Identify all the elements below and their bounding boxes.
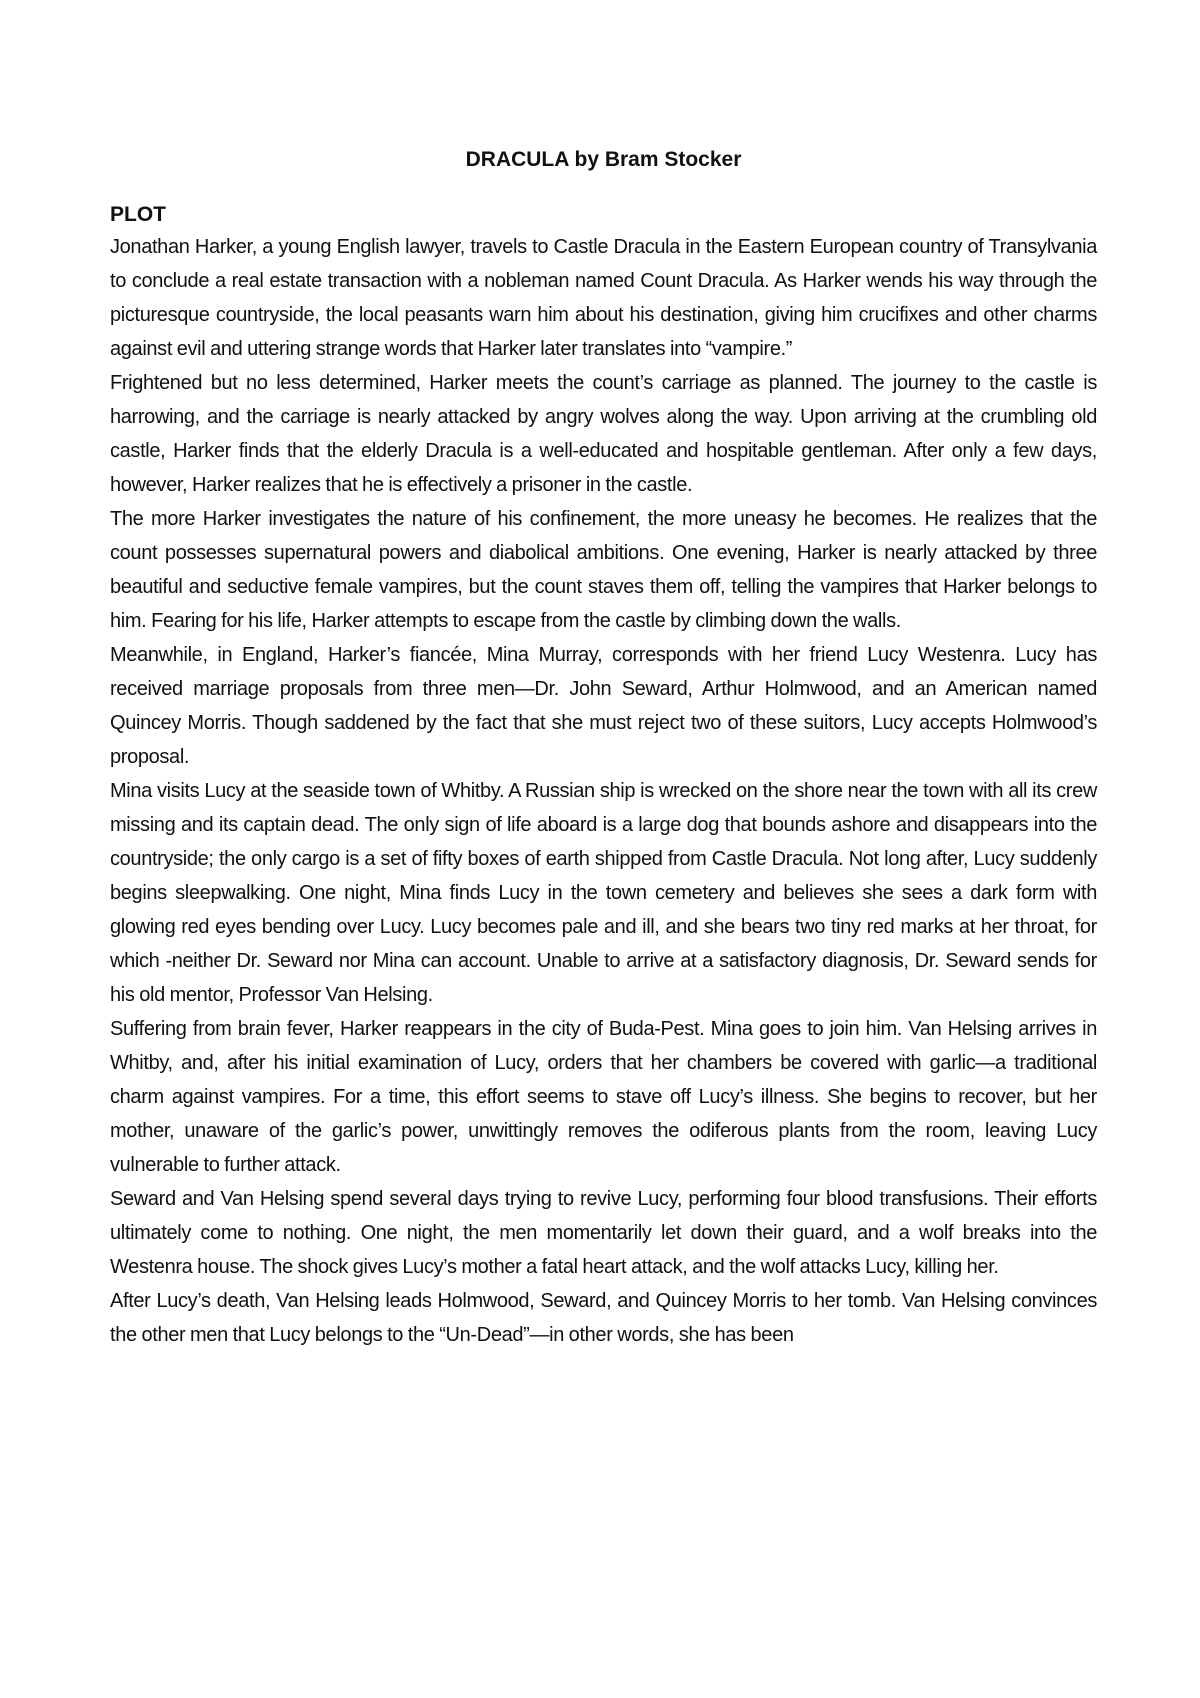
document-title: DRACULA by Bram Stocker	[465, 148, 742, 171]
section-heading-plot: PLOT	[110, 203, 166, 226]
plot-paragraph-1: Jonathan Harker, a young English lawyer, travels to Castle Dracula in the Eastern European country of Transylvania to conclude a real estate transaction with a nobleman named Count Dracula. As Harker wends his way through the picturesque countryside, the local peasants warn him about his destination, giving him crucifixes and other charms against evil and uttering strange words that Harker later translates into “vampire.”	[110, 236, 1097, 360]
plot-paragraph-7: Seward and Van Helsing spend several days trying to revive Lucy, performing four blood transfusions. Their efforts ultimately come to nothing. One night, the men momentarily let down their guard, and a wolf breaks into the Westenra house. The shock gives Lucy’s mother a fatal heart attack, and the wolf attacks Lucy, killing her.	[110, 1188, 1097, 1278]
plot-paragraph-4: Meanwhile, in England, Harker’s fiancée, Mina Murray, corresponds with her friend Lucy Westenra. Lucy has received marriage proposals from three men—Dr. John Seward, Arthur Holmwood, and an American named Quincey Morris. Though saddened by the fact that she must reject two of these suitors, Lucy accepts Holmwood’s proposal.	[110, 644, 1097, 768]
plot-paragraph-3: The more Harker investigates the nature of his confinement, the more uneasy he becomes. He realizes that the count possesses supernatural powers and diabolical ambitions. One evening, Harker is nearly attacked by three beautiful and seductive female vampires, but the count staves them off, telling the vampires that Harker belongs to him. Fearing for his life, Harker attempts to escape from the castle by climbing down the walls.	[110, 508, 1097, 632]
plot-paragraph-6: Suffering from brain fever, Harker reappears in the city of Buda-Pest. Mina goes to join him. Van Helsing arrives in Whitby, and, after his initial examination of Lucy, orders that her chambers be covered with garlic—a traditional charm against vampires. For a time, this effort seems to stave off Lucy’s illness. She begins to recover, but her mother, unaware of the garlic’s power, unwittingly removes the odiferous plants from the room, leaving Lucy vulnerable to further attack.	[110, 1018, 1097, 1176]
plot-paragraph-5: Mina visits Lucy at the seaside town of Whitby. A Russian ship is wrecked on the shore near the town with all its crew missing and its captain dead. The only sign of life aboard is a large dog that bounds ashore and disappears into the countryside; the only cargo is a set of fifty boxes of earth shipped from Castle Dracula. Not long after, Lucy suddenly begins sleepwalking. One night, Mina finds Lucy in the town cemetery and believes she sees a dark form with glowing red eyes bending over Lucy. Lucy becomes pale and ill, and she bears two tiny red marks at her throat, for which -neither Dr. Seward nor Mina can account. Unable to arrive at a satisfactory diagnosis, Dr. Seward sends for his old mentor, Professor Van Helsing.	[110, 780, 1097, 1006]
plot-paragraph-8: After Lucy’s death, Van Helsing leads Holmwood, Seward, and Quincey Morris to her tomb. Van Helsing convinces the other men that Lucy belongs to the “Un-Dead”—in other words, she has been	[110, 1290, 1097, 1346]
document-body	[110, 146, 1097, 1352]
plot-paragraph-2: Frightened but no less determined, Harker meets the count’s carriage as planned. The journey to the castle is harrowing, and the carriage is nearly attacked by angry wolves along the way. Upon arriving at the crumbling old castle, Harker finds that the elderly Dracula is a well-educated and hospitable gentleman. After only a few days, however, Harker realizes that he is effectively a prisoner in the castle.	[110, 372, 1097, 496]
